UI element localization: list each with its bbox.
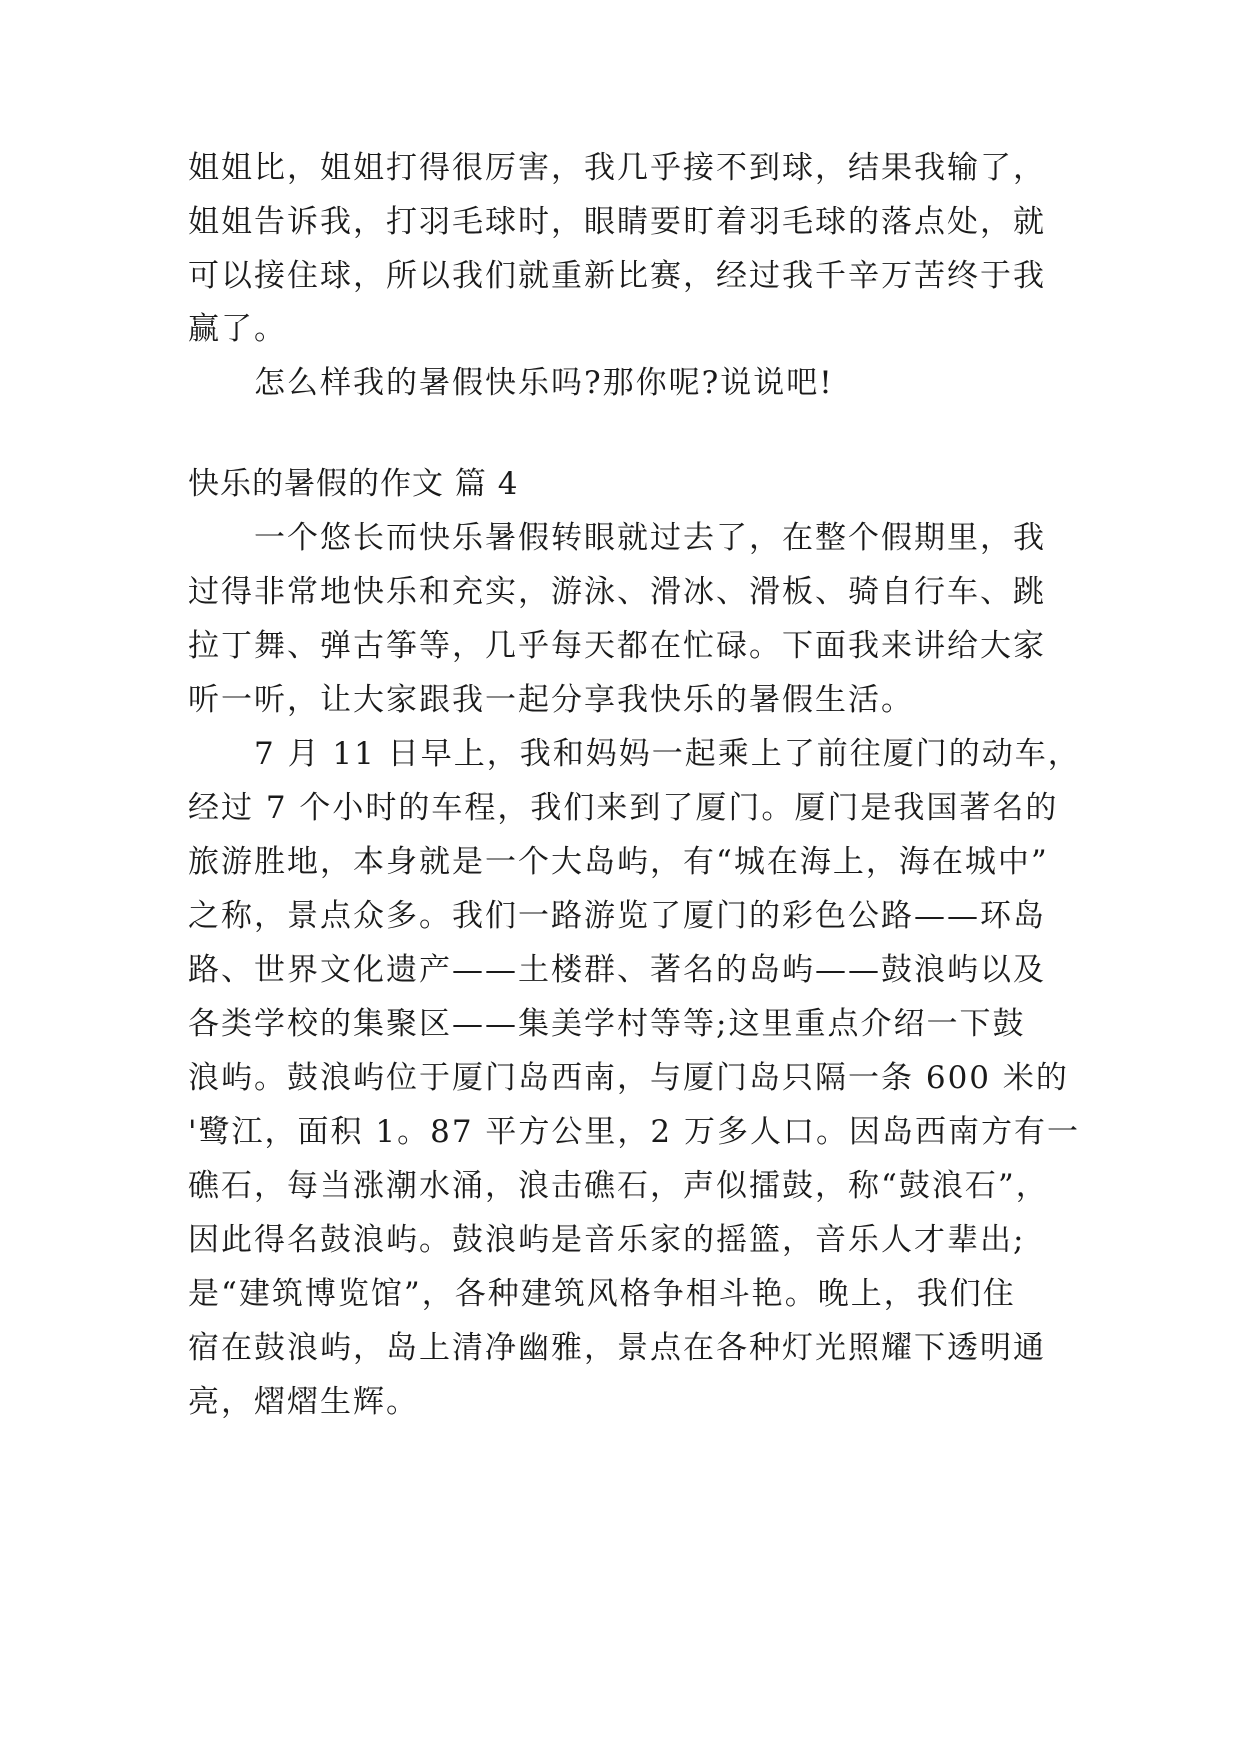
paragraph-line: 听一听，让大家跟我一起分享我快乐的暑假生活。 xyxy=(188,682,914,718)
paragraph-line: 旅游胜地，本身就是一个大岛屿，有“城在海上，海在城中” xyxy=(188,844,1049,880)
paragraph-line: 之称，景点众多。我们一路游览了厦门的彩色公路——环岛 xyxy=(188,898,1046,934)
paragraph-line: 浪屿。鼓浪屿位于厦门岛西南，与厦门岛只隔一条 600 米的 xyxy=(188,1060,1069,1096)
paragraph-line: 拉丁舞、弹古筝等，几乎每天都在忙碌。下面我来讲给大家 xyxy=(188,628,1046,664)
paragraph-line: 因此得名鼓浪屿。鼓浪屿是音乐家的摇篮，音乐人才辈出; xyxy=(188,1222,1026,1258)
paragraph-line: 是“建筑博览馆”，各种建筑风格争相斗艳。晚上，我们住 xyxy=(188,1276,1016,1312)
paragraph-line: 路、世界文化遗产——土楼群、著名的岛屿——鼓浪屿以及 xyxy=(188,952,1046,988)
paragraph-line: 宿在鼓浪屿，岛上清净幽雅，景点在各种灯光照耀下透明通 xyxy=(188,1330,1046,1366)
paragraph-line: 可以接住球，所以我们就重新比赛，经过我千辛万苦终于我 xyxy=(188,258,1046,294)
paragraph-line: 赢了。 xyxy=(188,311,287,347)
paragraph-line: 过得非常地快乐和充实，游泳、滑冰、滑板、骑自行车、跳 xyxy=(188,574,1046,610)
paragraph-line: 各类学校的集聚区——集美学村等等;这里重点介绍一下鼓 xyxy=(188,1006,1026,1042)
section-heading: 快乐的暑假的作文 篇 4 xyxy=(188,466,519,502)
paragraph-line: 一个悠长而快乐暑假转眼就过去了，在整个假期里，我 xyxy=(254,520,1046,556)
paragraph-line: 姐姐比，姐姐打得很厉害，我几乎接不到球，结果我输了， xyxy=(188,150,1046,186)
paragraph-line: 姐姐告诉我，打羽毛球时，眼睛要盯着羽毛球的落点处，就 xyxy=(188,204,1046,240)
paragraph-line: 7 月 11 日早上，我和妈妈一起乘上了前往厦门的动车， xyxy=(254,736,1081,772)
paragraph-line: 亮，熠熠生辉。 xyxy=(188,1384,419,1420)
paragraph-line: '鹭江，面积 1。87 平方公里，2 万多人口。因岛西南方有一 xyxy=(188,1114,1080,1150)
paragraph-line: 经过 7 个小时的车程，我们来到了厦门。厦门是我国著名的 xyxy=(188,790,1059,826)
paragraph-line: 礁石，每当涨潮水涌，浪击礁石，声似擂鼓，称“鼓浪石”， xyxy=(188,1168,1049,1204)
paragraph-line: 怎么样我的暑假快乐吗?那你呢?说说吧! xyxy=(254,365,834,401)
